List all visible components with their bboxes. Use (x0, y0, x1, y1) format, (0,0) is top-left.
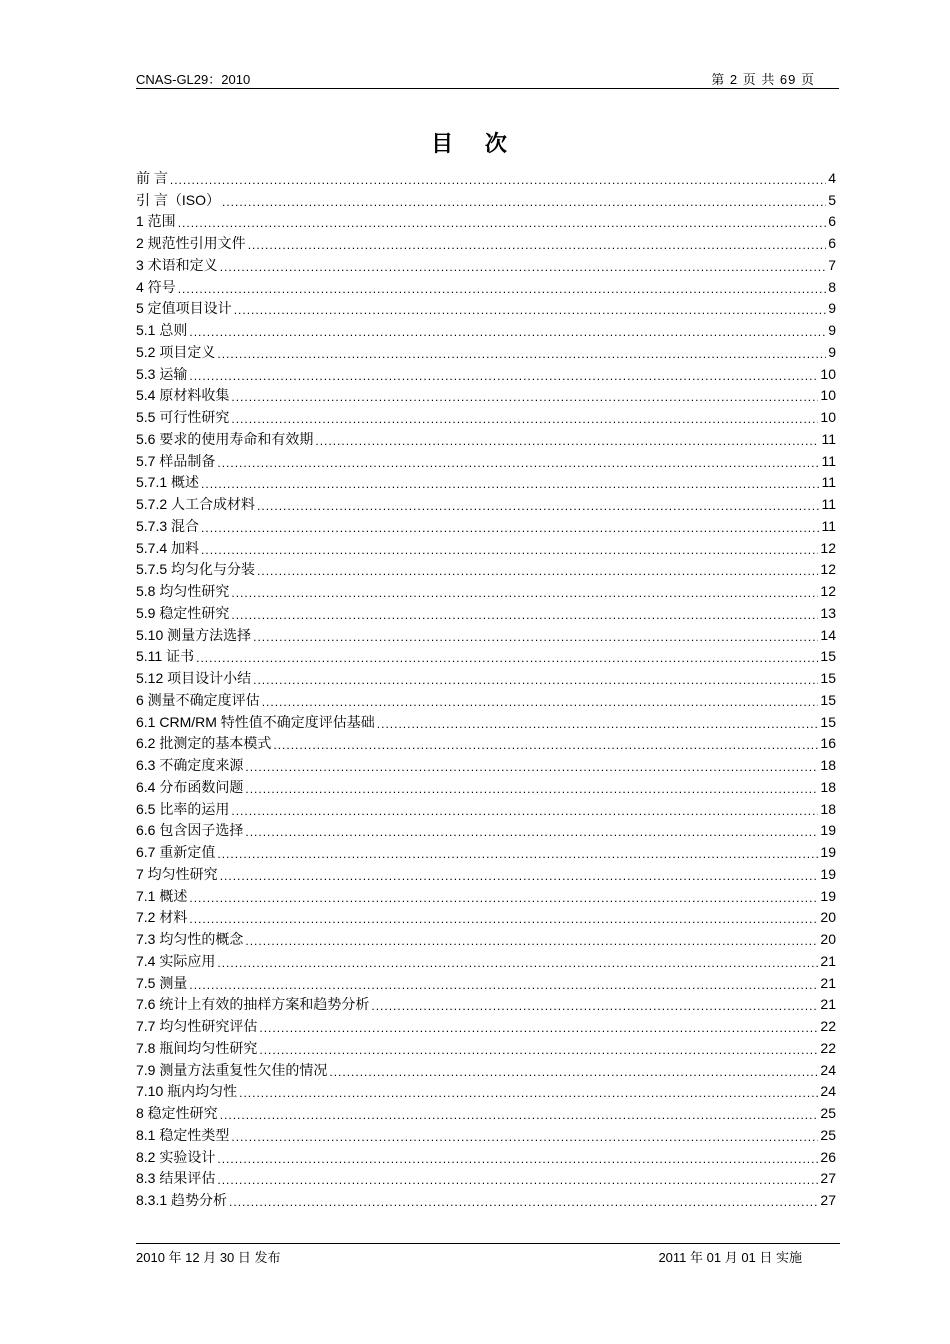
toc-entry-title: 引 言（ISO） (136, 191, 221, 208)
toc-entry-page: 12 (820, 561, 836, 578)
toc-entry-title: 7.4 实际应用 (136, 952, 216, 969)
toc-entry-title: 8 稳定性研究 (136, 1105, 218, 1121)
dot-leader (245, 781, 818, 797)
toc-entry[interactable] (136, 1036, 836, 1058)
dot-leader (178, 281, 827, 297)
toc-entry-page: 19 (820, 844, 836, 860)
toc-entry[interactable] (136, 405, 836, 427)
toc-entry-page: 8 (828, 278, 836, 295)
toc-entry[interactable] (136, 971, 836, 993)
dot-leader (220, 1107, 819, 1123)
effective-date: 2011 年 01 月 01 日 实施 (658, 1250, 802, 1265)
toc-entry[interactable] (136, 449, 836, 471)
toc-entry-title: 5.3 运输 (136, 365, 188, 382)
toc-entry[interactable] (136, 340, 836, 362)
dot-leader (217, 846, 818, 862)
toc-entry-page: 18 (820, 778, 836, 795)
table-of-contents (136, 166, 836, 1210)
toc-entry-title: 7.9 测量方法重复性欠佳的情况 (136, 1061, 328, 1078)
toc-entry-page: 11 (821, 430, 836, 447)
toc-entry-page: 20 (820, 931, 836, 947)
toc-entry-page: 5 (828, 191, 836, 208)
toc-entry-title: 6.1 CRM/RM 特性值不确定度评估基础 (136, 713, 375, 730)
dot-leader (217, 1172, 818, 1188)
toc-entry-page: 9 (828, 300, 836, 317)
toc-entry[interactable] (136, 623, 836, 645)
dot-leader (245, 824, 818, 840)
toc-entry[interactable] (136, 1188, 836, 1210)
dot-leader (217, 346, 826, 362)
dot-leader (259, 1020, 818, 1036)
dot-leader (201, 520, 819, 536)
toc-entry-title: 5.12 项目设计小结 (136, 670, 252, 686)
toc-entry-page: 4 (828, 169, 836, 186)
toc-entry[interactable] (136, 1167, 836, 1189)
dot-leader (257, 563, 818, 579)
toc-entry-title: 5.10 测量方法选择 (136, 626, 252, 643)
toc-entry[interactable] (136, 384, 836, 406)
toc-entry-page: 11 (821, 496, 836, 512)
toc-entry[interactable] (136, 492, 836, 514)
page-header (136, 66, 839, 89)
dot-leader (253, 629, 818, 645)
dot-leader (201, 542, 818, 558)
dot-leader (257, 498, 819, 514)
toc-entry-title: 5.2 项目定义 (136, 343, 216, 360)
footer-divider (136, 1243, 840, 1244)
toc-entry-title: 5.11 证书 (136, 648, 195, 665)
dot-leader (231, 803, 818, 819)
page-number-info: 第 2 页 共 69 页 (711, 72, 815, 87)
toc-entry[interactable] (136, 993, 836, 1015)
toc-title: 目 次 (431, 132, 519, 157)
dot-leader (371, 998, 818, 1014)
toc-entry-title: 2 规范性引用文件 (136, 235, 246, 251)
toc-entry[interactable] (136, 297, 836, 319)
toc-entry-page: 27 (820, 1192, 836, 1208)
toc-entry[interactable] (136, 666, 836, 688)
toc-entry-title: 7.10 瓶内均匀性 (136, 1083, 238, 1100)
toc-entry-title: 5.7.5 均匀化与分装 (136, 561, 256, 578)
toc-entry-page: 15 (820, 713, 836, 730)
toc-entry-title: 6.7 重新定值 (136, 844, 216, 860)
toc-entry-title: 6 测量不确定度评估 (136, 691, 260, 708)
dot-leader (222, 194, 826, 210)
toc-entry-page: 18 (820, 757, 836, 773)
toc-entry-page: 21 (820, 974, 836, 991)
toc-entry-page: 11 (821, 452, 836, 469)
dot-leader (273, 737, 818, 753)
toc-entry-page: 16 (820, 735, 836, 752)
dot-leader (239, 1085, 818, 1101)
toc-entry-page: 24 (820, 1083, 836, 1100)
toc-entry[interactable] (136, 536, 836, 558)
toc-entry-page: 18 (820, 800, 836, 817)
toc-entry-page: 12 (820, 583, 836, 599)
dot-leader (196, 650, 818, 666)
toc-entry[interactable] (136, 514, 836, 536)
dot-leader (217, 455, 819, 471)
toc-entry-title: 7.6 统计上有效的抽样方案和趋势分析 (136, 996, 370, 1013)
toc-entry-page: 15 (820, 648, 836, 665)
dot-leader (220, 868, 819, 884)
toc-entry[interactable] (136, 797, 836, 819)
toc-entry-page: 19 (820, 822, 836, 839)
toc-entry-page: 13 (820, 604, 836, 621)
toc-entry[interactable] (136, 862, 836, 884)
dot-leader (231, 607, 818, 623)
dot-leader (189, 911, 818, 927)
toc-entry-title: 5.7.2 人工合成材料 (136, 496, 256, 512)
dot-leader (262, 694, 819, 710)
toc-entry-title: 8.1 稳定性类型 (136, 1126, 230, 1143)
toc-entry[interactable] (136, 1145, 836, 1167)
toc-entry-page: 11 (821, 474, 836, 491)
dot-leader (201, 476, 819, 492)
dot-leader (245, 933, 818, 949)
toc-entry-title: 8.2 实验设计 (136, 1148, 216, 1165)
toc-entry-page: 20 (820, 909, 836, 926)
dot-leader (189, 890, 818, 906)
toc-entry-title: 7.1 概述 (136, 887, 188, 904)
issue-date: 2010 年 12 月 30 日 发布 (136, 1250, 281, 1265)
toc-entry[interactable] (136, 1123, 836, 1145)
toc-entry-title: 5.7.3 混合 (136, 517, 200, 534)
dot-leader (248, 237, 827, 253)
dot-leader (259, 1042, 818, 1058)
toc-entry-title: 5.5 可行性研究 (136, 409, 230, 425)
toc-entry-title: 5.8 均匀性研究 (136, 583, 230, 599)
toc-entry-title: 5.1 总则 (136, 322, 188, 338)
dot-leader (229, 1194, 818, 1210)
dot-leader (231, 389, 818, 405)
toc-entry-page: 15 (820, 670, 836, 686)
toc-entry[interactable] (136, 231, 836, 253)
toc-entry[interactable] (136, 1101, 836, 1123)
toc-entry-page: 9 (828, 322, 836, 338)
dot-leader (377, 716, 819, 732)
toc-entry-page: 21 (820, 996, 836, 1013)
toc-entry[interactable] (136, 775, 836, 797)
toc-entry[interactable] (136, 253, 836, 275)
dot-leader (217, 955, 818, 971)
dot-leader (315, 433, 819, 449)
toc-entry-title: 6.6 包含因子选择 (136, 822, 244, 839)
toc-entry-title: 5.9 稳定性研究 (136, 604, 230, 621)
dot-leader (234, 302, 827, 318)
toc-entry-page: 11 (821, 517, 836, 534)
dot-leader (253, 672, 818, 688)
dot-leader (329, 1064, 818, 1080)
toc-entry[interactable] (136, 840, 836, 862)
dot-leader (189, 324, 826, 340)
toc-entry[interactable] (136, 471, 836, 493)
toc-entry-title: 5 定值项目设计 (136, 300, 232, 317)
toc-entry[interactable] (136, 710, 836, 732)
toc-entry[interactable] (136, 927, 836, 949)
toc-entry-title: 5.7.1 概述 (136, 474, 200, 491)
toc-entry-title: 7.2 材料 (136, 909, 188, 926)
toc-entry-title: 6.4 分布函数问题 (136, 778, 244, 795)
dot-leader (189, 977, 818, 993)
toc-entry-page: 15 (820, 691, 836, 708)
toc-entry[interactable] (136, 318, 836, 340)
toc-entry[interactable] (136, 753, 836, 775)
toc-entry[interactable] (136, 1014, 836, 1036)
toc-entry-page: 6 (828, 235, 836, 251)
dot-leader (231, 585, 818, 601)
document-code: CNAS-GL29：2010 (136, 72, 251, 87)
toc-entry-title: 1 范围 (136, 213, 176, 230)
dot-leader (189, 368, 818, 384)
toc-entry-title: 5.7.4 加料 (136, 539, 200, 556)
dot-leader (220, 259, 827, 275)
toc-entry[interactable] (136, 188, 836, 210)
toc-entry-page: 22 (820, 1039, 836, 1056)
toc-entry-title: 7.3 均匀性的概念 (136, 931, 244, 947)
toc-entry-page: 27 (820, 1170, 836, 1187)
toc-entry-title: 8.3.1 趋势分析 (136, 1192, 228, 1208)
dot-leader (231, 1129, 818, 1145)
toc-entry[interactable] (136, 819, 836, 841)
toc-entry[interactable] (136, 884, 836, 906)
toc-entry-title: 6.5 比率的运用 (136, 800, 230, 817)
toc-entry-title: 5.7 样品制备 (136, 452, 216, 469)
dot-leader (170, 172, 826, 188)
toc-entry-page: 14 (820, 626, 836, 643)
toc-entry-page: 9 (828, 343, 836, 360)
toc-entry[interactable] (136, 688, 836, 710)
toc-entry-title: 7 均匀性研究 (136, 865, 218, 882)
toc-entry[interactable] (136, 427, 836, 449)
toc-entry[interactable] (136, 949, 836, 971)
toc-entry-page: 6 (828, 213, 836, 230)
dot-leader (217, 1151, 818, 1167)
toc-entry[interactable] (136, 558, 836, 580)
toc-entry[interactable] (136, 275, 836, 297)
toc-entry-title: 5.6 要求的使用寿命和有效期 (136, 430, 314, 447)
toc-entry-page: 21 (820, 952, 836, 969)
toc-entry-page: 26 (820, 1148, 836, 1165)
toc-entry-title: 6.2 批测定的基本模式 (136, 735, 272, 752)
toc-entry[interactable] (136, 166, 836, 188)
toc-entry[interactable] (136, 362, 836, 384)
toc-entry-page: 22 (820, 1018, 836, 1034)
toc-entry[interactable] (136, 1058, 836, 1080)
toc-entry-title: 3 术语和定义 (136, 256, 218, 273)
toc-entry[interactable] (136, 645, 836, 667)
dot-leader (178, 215, 827, 231)
toc-entry-title: 7.7 均匀性研究评估 (136, 1018, 258, 1034)
toc-entry[interactable] (136, 732, 836, 754)
toc-entry[interactable] (136, 601, 836, 623)
toc-entry-page: 10 (820, 387, 836, 404)
toc-entry[interactable] (136, 579, 836, 601)
toc-entry-page: 7 (828, 256, 836, 273)
toc-entry-title: 前 言 (136, 169, 168, 186)
toc-entry[interactable] (136, 1080, 836, 1102)
toc-entry-title: 6.3 不确定度来源 (136, 757, 244, 773)
dot-leader (245, 759, 818, 775)
toc-entry-title: 7.8 瓶间均匀性研究 (136, 1039, 258, 1056)
toc-entry-page: 12 (820, 539, 836, 556)
toc-entry-page: 19 (820, 887, 836, 904)
dot-leader (231, 411, 818, 427)
toc-entry-page: 25 (820, 1105, 836, 1121)
toc-entry-title: 8.3 结果评估 (136, 1170, 216, 1187)
toc-entry[interactable] (136, 210, 836, 232)
toc-entry-title: 5.4 原材料收集 (136, 387, 230, 404)
toc-entry-page: 19 (820, 865, 836, 882)
toc-entry-title: 7.5 测量 (136, 974, 188, 991)
toc-entry-page: 10 (820, 365, 836, 382)
toc-entry-page: 25 (820, 1126, 836, 1143)
toc-entry-page: 10 (820, 409, 836, 425)
toc-entry-title: 4 符号 (136, 278, 176, 295)
toc-entry[interactable] (136, 906, 836, 928)
toc-entry-page: 24 (820, 1061, 836, 1078)
